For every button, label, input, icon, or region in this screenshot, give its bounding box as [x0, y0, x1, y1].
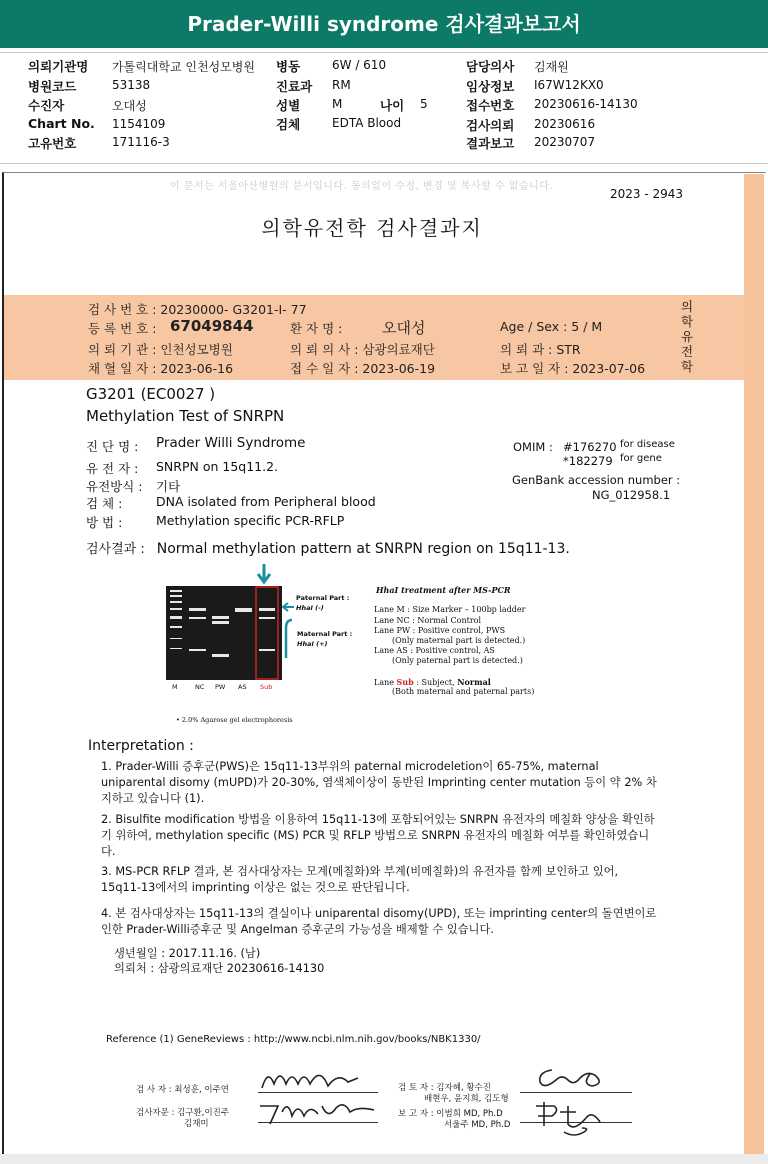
referral-number: 의뢰처 : 삼광의료재단 20230616-14130 [114, 962, 325, 975]
legend-subject-prefix: Lane [374, 678, 397, 687]
info-value: 1154109 [112, 117, 166, 131]
info-value: 가톨릭대학교 인천성모병원 [112, 60, 255, 74]
info-panel [0, 52, 768, 164]
gel-bands [166, 586, 282, 680]
lane-label: NC [195, 683, 205, 691]
omim-label: OMIM : [513, 440, 553, 454]
arrow-down-icon [255, 564, 273, 586]
bottom-strip [0, 1154, 768, 1164]
maternal-label: Maternal Part : [297, 630, 353, 638]
lane-label: PW [215, 683, 226, 691]
lane-label: AS [238, 683, 247, 691]
reg-number: 67049844 [170, 317, 254, 335]
inherit-label: 유전방식 : [86, 479, 143, 494]
info-value: M [332, 97, 343, 111]
legend-subject [374, 677, 491, 687]
age-sex: Age / Sex : 5 / M [500, 319, 603, 334]
result-label: 검사결과 : [86, 542, 145, 557]
info-value: RM [332, 78, 351, 92]
interpretation-para: 4. 본 검사대상자는 15q11-13의 결실이나 uniparental disomy(UPD), 또는 imprinting center의 돌연변이로 인한 Prader-Willi증후군 및 Angelman 증후군의 가능성을 배제할 수 있습니다. [101, 907, 657, 936]
gene: SNRPN on 15q11.2. [156, 459, 279, 474]
info-label: 검체 [276, 117, 301, 132]
result-text: Normal methylation pattern at SNRPN region on 15q11-13. [156, 541, 570, 557]
legend-line: Lane NC : Normal Control [374, 616, 482, 625]
lane-label: M [172, 683, 178, 691]
reporter-2: 서울주 MD, Ph.D [444, 1120, 511, 1130]
omim-id-disease: #176270 [563, 440, 617, 454]
info-label: 나이 [380, 98, 405, 113]
legend-subject-word: Sub [396, 677, 414, 687]
legend-line: Lane PW : Positive control, PWS [374, 626, 506, 635]
specimen-label: 검 체 : [86, 496, 123, 511]
interpretation-para: 1. Prader-Willi 증후군(PWS)은 15q11-13부위의 paternal microdeletion이 65-75%, maternal uniparental disomy (mUPD)가 20-30%, 염색체이상이 동반된 Imprinting center mutation 등이 약 2% 차지하고 있습니다 (1). [101, 760, 657, 805]
legend-subject-normal: Normal [457, 677, 491, 687]
info-value: 20230616 [534, 117, 596, 131]
reference: Reference (1) GeneReviews : http://www.ncbi.nlm.nih.gov/books/NBK1330/ [106, 1034, 481, 1045]
legend-subject-suffix: : Subject, [413, 678, 458, 687]
institution: 의 뢰 기 관 : 인천성모병원 [88, 342, 233, 357]
tester-signature [258, 1064, 368, 1092]
patient-label: 환 자 명 : [290, 321, 343, 336]
advisor-signature [258, 1096, 378, 1126]
patient-band [4, 295, 744, 380]
info-value: 20230616-14130 [534, 97, 638, 111]
patient-name: 오대성 [382, 319, 426, 337]
inheritance: 기타 [156, 479, 181, 494]
reviewer: 검 토 자 : 김자혜, 황수진 [398, 1083, 491, 1093]
info-value: 오대성 [112, 99, 147, 113]
arrow-left-icon [282, 600, 294, 614]
info-value: 6W / 610 [332, 58, 387, 72]
info-label: 병동 [276, 59, 301, 74]
report-date: 보 고 일 자 : 2023-07-06 [500, 361, 646, 376]
legend-subject-note: (Both maternal and paternal parts) [392, 687, 535, 696]
info-label: 접수번호 [466, 98, 515, 113]
reporter: 보 고 자 : 이범희 MD, Ph.D [398, 1109, 503, 1119]
figure-caption: • 2.0% Agarose gel electrophoresis [176, 716, 293, 724]
gel-image [166, 586, 282, 680]
tester: 검 사 자 : 최성훈, 이주연 [136, 1085, 229, 1095]
signature-line [258, 1092, 378, 1093]
reporter-signature [530, 1098, 610, 1142]
info-label: 수진자 [28, 98, 65, 113]
reviewer-2: 배현우, 윤지희, 김도형 [424, 1094, 509, 1104]
paternal-hhai: HhaI (-) [296, 604, 324, 612]
referring-doctor: 의 뢰 의 사 : 삼광의료재단 [290, 342, 435, 357]
info-label: 성별 [276, 98, 301, 113]
method-label: 방 법 : [86, 515, 123, 530]
genbank-label: GenBank accession number : [512, 473, 681, 487]
method: Methylation specific PCR-RFLP [156, 513, 345, 528]
test-code: G3201 (EC0027 ) [86, 385, 216, 403]
info-label: 임상정보 [466, 79, 515, 94]
document-title: 의학유전학 검사결과지 [261, 216, 483, 240]
test-name: Methylation Test of SNRPN [86, 407, 285, 425]
collection-date: 채 혈 일 자 : 2023-06-16 [88, 361, 234, 376]
gene-label: 유 전 자 : [86, 461, 139, 476]
genbank-accession: NG_012958.1 [592, 488, 671, 502]
info-label: 병원코드 [28, 79, 77, 94]
report-title: Prader-Willi syndrome 검사결과보고서 [0, 0, 768, 48]
info-value: I67W12KX0 [534, 78, 604, 92]
legend-line: Lane AS : Positive control, AS [374, 646, 495, 655]
info-value: 5 [420, 97, 428, 111]
reviewer-signature [534, 1064, 614, 1092]
omim-id-gene: *182279 [563, 454, 613, 468]
lane-label: Sub [260, 683, 273, 691]
interpretation-para: 3. MS-PCR RFLP 결과, 본 검사대상자는 모계(메칠화)와 부계(비메칠화)의 유전자를 함께 보인하고 있어, 15q11-13에서의 imprinting 이상은 없는 것으로 판단됩니다. [101, 865, 619, 894]
test-number: 검 사 번 호 : 20230000- G3201-I- 77 [88, 302, 307, 317]
specimen: DNA isolated from Peripheral blood [156, 494, 376, 509]
receipt-date: 접 수 일 자 : 2023-06-19 [290, 361, 436, 376]
interpretation-para: 2. Bisulfite modification 방법을 이용하여 15q11-13에 포함되어있는 SNRPN 유전자의 메칠화 양상을 확인하기 위하여, methylation specific (MS) PCR 및 RFLP 방법으로 SNRPN 유전자의 메칠화 여부를 확인하였습니다. [101, 813, 655, 858]
info-label: 고유번호 [28, 136, 77, 151]
document-number: 2023 - 2943 [610, 187, 684, 201]
paternal-label: Paternal Part : [296, 594, 350, 602]
info-label: 진료과 [276, 79, 313, 94]
info-label: 검사의뢰 [466, 118, 515, 133]
result-line [86, 538, 570, 557]
info-label: Chart No. [28, 116, 95, 131]
date-of-birth: 생년월일 : 2017.11.16. (남) [114, 947, 261, 960]
info-value: EDTA Blood [332, 116, 402, 130]
legend-line: (Only maternal part is detected.) [392, 636, 526, 645]
info-label: 담당의사 [466, 59, 515, 74]
reg-label: 등 록 번 호 : [88, 321, 157, 336]
advisor: 검사자문 : 김구환,이진주 [136, 1108, 230, 1118]
info-label: 의뢰기관명 [28, 59, 89, 74]
advisor-2: 김재미 [184, 1119, 209, 1129]
interpretation-heading: Interpretation : [88, 738, 194, 754]
right-margin-band [744, 174, 764, 1154]
legend-heading: HhaI treatment after MS-PCR [376, 585, 511, 595]
bracket-arrow-icon [282, 618, 296, 660]
diagnosis: Prader Willi Syndrome [156, 435, 306, 451]
info-value: 20230707 [534, 135, 596, 149]
info-value: 171116-3 [112, 135, 170, 149]
info-label: 결과보고 [466, 136, 515, 151]
department: 의 뢰 과 : STR [500, 342, 581, 357]
omim-for-gene: for gene [620, 453, 662, 464]
info-value: 김재원 [534, 60, 569, 74]
info-value: 53138 [112, 78, 151, 92]
watermark-text: 이 문서는 서울아산병원의 문서입니다. 동의없이 수정, 변경 및 복사할 수 없습니다. [170, 181, 554, 192]
legend-line: Lane M : Size Marker – 100bp ladder [374, 605, 526, 614]
maternal-hhai: HhaI (+) [297, 640, 328, 648]
diag-label: 진 단 명 : [86, 439, 139, 454]
side-label: 의학유전학 [680, 299, 694, 374]
legend-line: (Only paternal part is detected.) [392, 656, 523, 665]
signature-line [520, 1092, 632, 1093]
omim-for-disease: for disease [620, 439, 675, 450]
